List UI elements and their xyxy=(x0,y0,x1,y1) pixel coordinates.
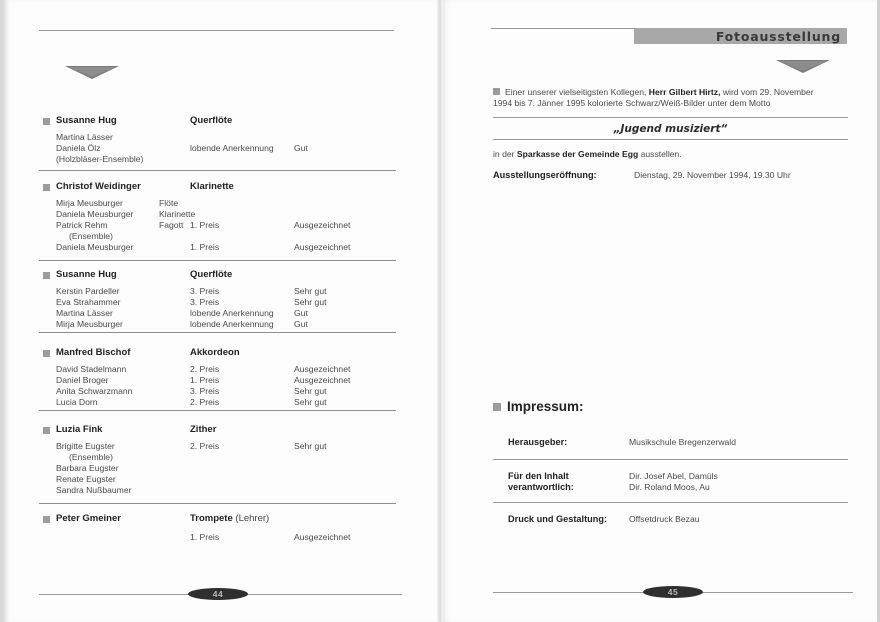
student-name: Martina Lässer xyxy=(56,132,113,142)
bullet-icon xyxy=(43,516,50,523)
responsible-value: Dir. Josef Abel, Damüls Dir. Roland Moos, Au xyxy=(629,471,718,492)
table-row xyxy=(39,441,399,452)
section-header xyxy=(39,347,399,361)
section-divider xyxy=(39,410,396,411)
print-label: Druck und Gestaltung: xyxy=(508,514,608,524)
section-header xyxy=(39,269,399,283)
publisher-label: Herausgeber: xyxy=(508,437,568,447)
student-name: Eva Strahammer xyxy=(56,297,121,307)
student-name: Anita Schwarzmann xyxy=(56,386,133,396)
table-row xyxy=(39,286,399,297)
teacher-section xyxy=(39,181,399,253)
section-divider xyxy=(39,503,396,504)
table-row xyxy=(39,308,399,319)
grade: Gut xyxy=(294,143,308,153)
publisher-value: Musikschule Bregenzerwald xyxy=(629,437,736,447)
grade: Ausgezeichnet xyxy=(294,532,351,542)
page-number: 44 xyxy=(188,588,248,600)
motto: „Jugend musiziert“ xyxy=(613,123,728,135)
student-name: Sandra Nußbaumer xyxy=(56,485,132,495)
responsible-label: Für den Inhalt verantwortlich: xyxy=(508,471,574,492)
instrument: Trompete (Lehrer) xyxy=(190,513,270,524)
prize: 3. Preis xyxy=(190,286,220,296)
prize: lobende Anerkennung xyxy=(190,319,274,329)
opening-value: Dienstag, 29. November 1994, 19.30 Uhr xyxy=(634,170,791,180)
student-name: Kerstin Pardeller xyxy=(56,286,120,296)
student-rows xyxy=(39,286,399,330)
teacher-name: Luzia Fink xyxy=(56,424,103,435)
bullet-icon xyxy=(43,272,50,279)
grade: Sehr gut xyxy=(294,441,327,451)
table-row xyxy=(39,319,399,330)
teacher-section xyxy=(39,269,399,330)
table-row xyxy=(39,143,399,154)
grade: Ausgezeichnet xyxy=(294,375,351,385)
student-rows xyxy=(39,441,399,496)
opening-label: Ausstellungseröffnung: xyxy=(493,170,597,180)
table-row xyxy=(39,452,399,463)
instrument: Akkordeon xyxy=(190,347,240,358)
prize: 3. Preis xyxy=(190,297,220,307)
teacher-section xyxy=(39,424,399,496)
intro-paragraph: Einer unserer vielseitigsten Kollegen, Herr Gilbert Hirtz, wird vom 29. November 1994 bis 7. Jänner 1995 kolorierte Schwarz/Weiß-Bilder unter dem Motto xyxy=(493,87,814,108)
teacher-name: Susanne Hug xyxy=(56,269,117,280)
top-rule-right xyxy=(491,28,634,29)
bullet-icon xyxy=(43,118,50,125)
instrument: Zither xyxy=(190,424,217,435)
section-divider xyxy=(39,260,396,261)
grade: Sehr gut xyxy=(294,397,327,407)
prize: 1. Preis xyxy=(190,220,220,230)
bullet-icon xyxy=(493,403,501,411)
table-row xyxy=(39,375,399,386)
student-name: Martina Lässer xyxy=(56,308,113,318)
student-name: Mirja Meusburger xyxy=(56,198,123,208)
student-name: Renate Eugster xyxy=(56,474,116,484)
section-header xyxy=(39,181,399,195)
student-name: (Holzbläser-Ensemble) xyxy=(56,154,144,164)
grade: Gut xyxy=(294,308,308,318)
student-rows xyxy=(39,132,399,165)
table-row xyxy=(39,231,399,242)
grade: Sehr gut xyxy=(294,286,327,296)
table-row xyxy=(39,463,399,474)
table-row xyxy=(39,297,399,308)
student-instrument: Fagott xyxy=(159,220,184,230)
section-title: Fotoausstellung xyxy=(715,29,841,44)
table-row xyxy=(39,485,399,496)
student-name: Daniela Ölz xyxy=(56,143,101,153)
table-row xyxy=(39,474,399,485)
grade: Sehr gut xyxy=(294,386,327,396)
student-name: Brigitte Eugster xyxy=(56,441,115,451)
top-rule xyxy=(39,30,394,31)
prize: 1. Preis xyxy=(190,532,220,542)
student-name: Daniel Broger xyxy=(56,375,109,385)
student-rows xyxy=(39,532,399,543)
instrument: Klarinette xyxy=(190,181,234,192)
student-instrument: Klarinette xyxy=(159,209,196,219)
table-row xyxy=(39,397,399,408)
prize: 1. Preis xyxy=(190,375,220,385)
section-title-bar xyxy=(634,28,847,44)
table-row xyxy=(39,386,399,397)
down-triangle-icon xyxy=(65,66,119,79)
prize: 3. Preis xyxy=(190,386,220,396)
teacher-name: Susanne Hug xyxy=(56,115,117,126)
student-rows xyxy=(39,198,399,253)
motto-rule-top xyxy=(493,117,848,118)
print-value: Offsetdruck Bezau xyxy=(629,514,700,524)
teacher-section xyxy=(39,513,399,543)
grade: Ausgezeichnet xyxy=(294,364,351,374)
grade: Gut xyxy=(294,319,308,329)
grade: Ausgezeichnet xyxy=(294,242,351,252)
student-name: David Stadelmann xyxy=(56,364,127,374)
student-name: Daniela Meusburger xyxy=(56,242,134,252)
section-divider xyxy=(39,170,396,171)
bullet-icon xyxy=(43,350,50,357)
bullet-icon xyxy=(43,184,50,191)
table-row xyxy=(39,209,399,220)
prize: 1. Preis xyxy=(190,242,220,252)
impressum-rule-2 xyxy=(493,502,848,503)
student-rows xyxy=(39,364,399,408)
binding-gutter xyxy=(437,0,443,622)
down-triangle-icon xyxy=(776,60,830,73)
teacher-name: Peter Gmeiner xyxy=(56,513,121,524)
table-row xyxy=(39,242,399,253)
teacher-name: Manfred Bischof xyxy=(56,347,131,358)
table-row xyxy=(39,532,399,543)
student-name: Lucia Dorn xyxy=(56,397,98,407)
student-name: (Ensemble) xyxy=(69,452,113,462)
motto-rule-bottom xyxy=(493,139,848,140)
student-name: Barbara Eugster xyxy=(56,463,119,473)
teacher-section xyxy=(39,115,399,165)
table-row xyxy=(39,132,399,143)
prize: lobende Anerkennung xyxy=(190,143,274,153)
prize: 2. Preis xyxy=(190,441,220,451)
impressum-heading: Impressum: xyxy=(507,399,584,414)
grade: Sehr gut xyxy=(294,297,327,307)
section-divider xyxy=(39,332,396,333)
section-header xyxy=(39,424,399,438)
page-number: 45 xyxy=(643,586,703,598)
student-instrument: Flöte xyxy=(159,198,179,208)
prize: lobende Anerkennung xyxy=(190,308,274,318)
location-paragraph: in der Sparkasse der Gemeinde Egg ausstellen. xyxy=(493,149,682,159)
teacher-name: Christof Weidinger xyxy=(56,181,141,192)
table-row xyxy=(39,154,399,165)
prize: 2. Preis xyxy=(190,397,220,407)
bullet-icon xyxy=(43,427,50,434)
section-header xyxy=(39,115,399,129)
student-name: (Ensemble) xyxy=(69,231,113,241)
prize: 2. Preis xyxy=(190,364,220,374)
section-header xyxy=(39,513,399,527)
instrument: Querflöte xyxy=(190,115,233,126)
impressum-rule-1 xyxy=(493,459,848,460)
student-name: Mirja Meusburger xyxy=(56,319,123,329)
bullet-icon xyxy=(493,88,500,95)
student-name: Daniela Meusburger xyxy=(56,209,134,219)
grade: Ausgezeichnet xyxy=(294,220,351,230)
instrument: Querflöte xyxy=(190,269,233,280)
table-row xyxy=(39,198,399,209)
student-name: Patrick Rehm xyxy=(56,220,108,230)
table-row xyxy=(39,364,399,375)
table-row xyxy=(39,220,399,231)
teacher-section xyxy=(39,347,399,408)
